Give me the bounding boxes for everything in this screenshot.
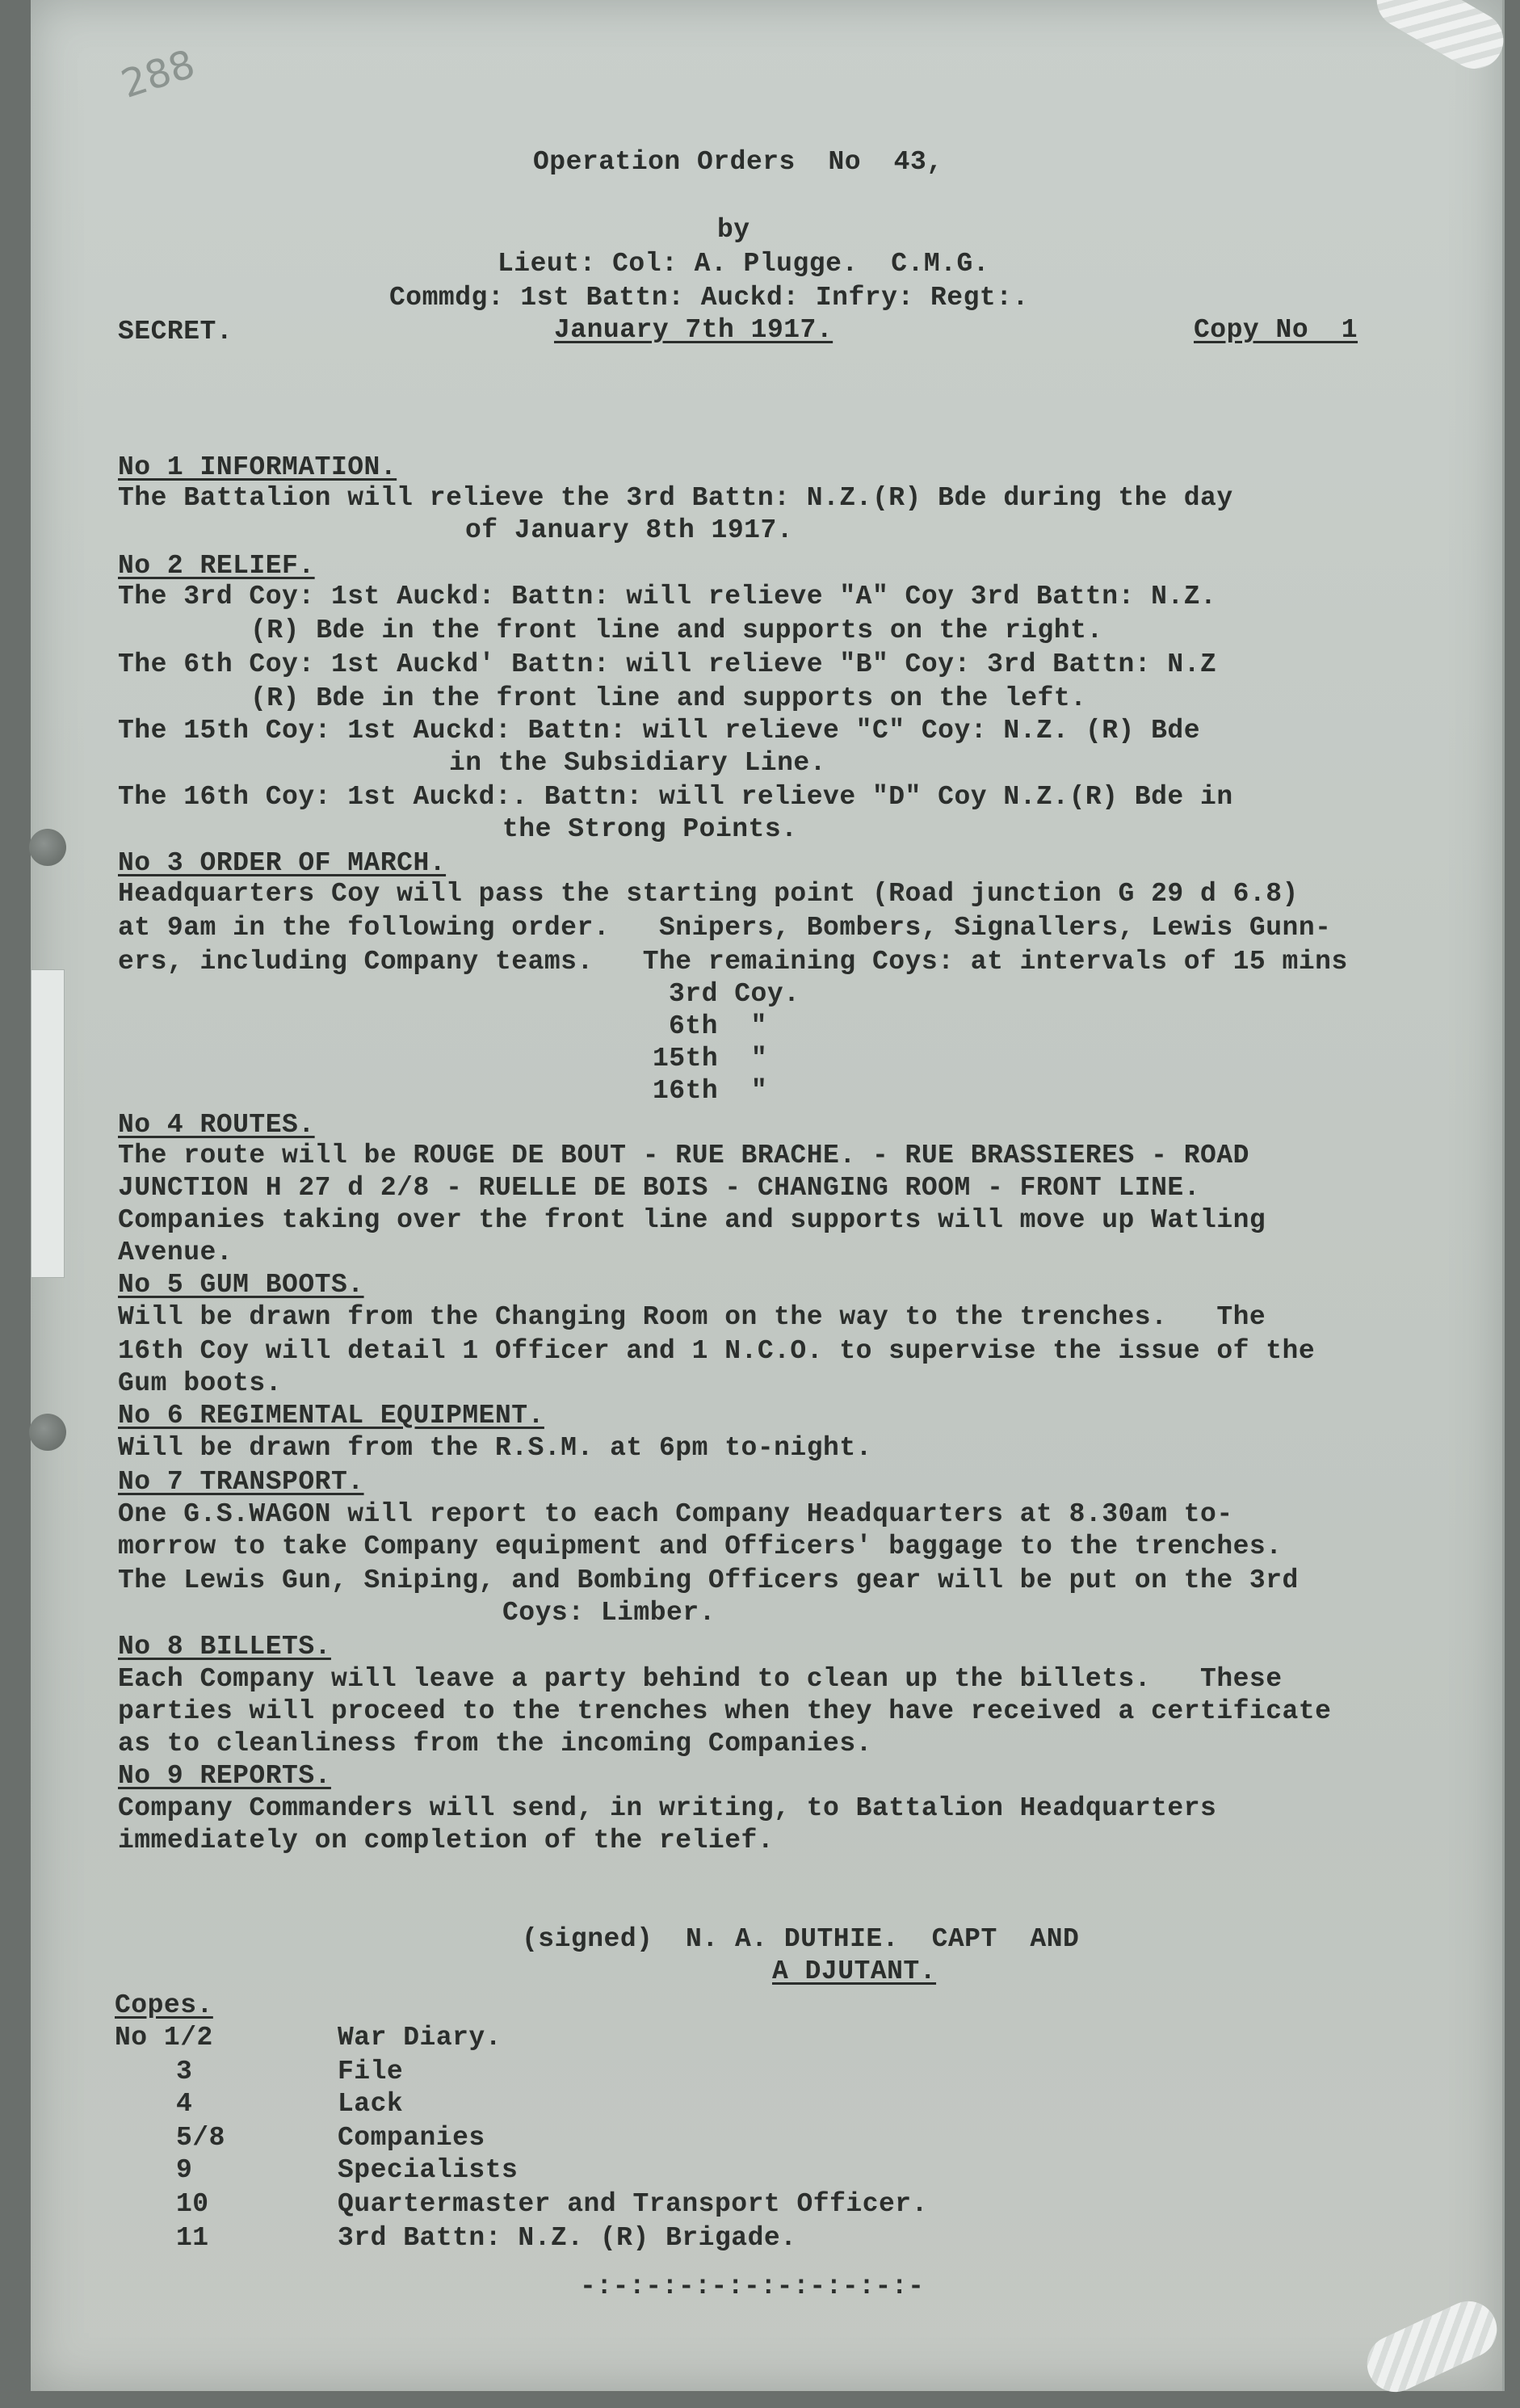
text-line: Gum boots. <box>118 1368 283 1398</box>
copy-number: No 1/2 <box>115 2023 213 2053</box>
text-line: Avenue. <box>118 1238 233 1267</box>
text-line: The 6th Coy: 1st Auckd' Battn: will relieve "B" Coy: 3rd Battn: N.Z <box>118 649 1217 679</box>
footer-rule: -:-:-:-:-:-:-:-:-:-:- <box>580 2271 925 2301</box>
copy-recipient: 3rd Battn: N.Z. (R) Brigade. <box>338 2223 797 2253</box>
text-line: One G.S.WAGON will report to each Company Headquarters at 8.30am to- <box>118 1499 1233 1529</box>
text-line: Each Company will leave a party behind to clean up the billets. These <box>118 1664 1283 1694</box>
order-title: Operation Orders No 43, <box>533 147 943 177</box>
company-order: 3rd Coy. <box>669 979 800 1009</box>
order-date: January 7th 1917. <box>554 315 833 345</box>
copy-number: Copy No 1 <box>1194 315 1358 345</box>
text-line: 16th Coy will detail 1 Officer and 1 N.C.O. to supervise the issue of the <box>118 1336 1316 1366</box>
copy-recipient: Lack <box>338 2089 404 2119</box>
page-number: 288 <box>115 41 201 107</box>
text-line: of January 8th 1917. <box>465 515 794 545</box>
section-heading: No 2 RELIEF. <box>118 551 315 581</box>
section-heading: No 4 ROUTES. <box>118 1110 315 1140</box>
punch-hole <box>29 1414 66 1451</box>
copy-recipient: File <box>338 2057 404 2087</box>
copy-number: 11 <box>176 2223 209 2253</box>
text-line: Headquarters Coy will pass the starting point (Road junction G 29 d 6.8) <box>118 879 1299 909</box>
company-order: 6th " <box>669 1011 767 1041</box>
text-line: Will be drawn from the Changing Room on the way to the trenches. The <box>118 1302 1266 1332</box>
text-line: The Lewis Gun, Sniping, and Bombing Officers gear will be put on the 3rd <box>118 1565 1299 1595</box>
signature-title: A DJUTANT. <box>772 1956 937 1986</box>
signature-line: (signed) N. A. DUTHIE. CAPT AND <box>522 1924 1080 1954</box>
by-line: by <box>717 215 750 245</box>
company-order: 16th " <box>653 1076 768 1106</box>
text-line: at 9am in the following order. Snipers, Bombers, Signallers, Lewis Gunn- <box>118 913 1332 943</box>
text-line: in the Subsidiary Line. <box>449 748 826 778</box>
text-line: (R) Bde in the front line and supports on the left. <box>250 683 1087 713</box>
copy-number: 4 <box>176 2089 193 2119</box>
copy-recipient: War Diary. <box>338 2023 502 2053</box>
text-line: Companies taking over the front line and supports will move up Watling <box>118 1205 1266 1235</box>
text-line: the Strong Points. <box>502 814 798 844</box>
copy-recipient: Specialists <box>338 2155 519 2185</box>
copies-heading: Copes. <box>115 1990 213 2020</box>
document-page <box>31 0 1505 2391</box>
classification: SECRET. <box>118 317 233 347</box>
section-heading: No 6 REGIMENTAL EQUIPMENT. <box>118 1401 544 1431</box>
text-line: The Battalion will relieve the 3rd Battn: N.Z.(R) Bde during the day <box>118 483 1233 513</box>
punch-hole <box>29 829 66 866</box>
copy-number: 5/8 <box>176 2123 225 2153</box>
text-line: The route will be ROUGE DE BOUT - RUE BRACHE. - RUE BRASSIERES - ROAD <box>118 1141 1249 1170</box>
section-heading: No 5 GUM BOOTS. <box>118 1270 364 1300</box>
section-heading: No 7 TRANSPORT. <box>118 1467 364 1497</box>
index-tab <box>31 969 65 1278</box>
copy-recipient: Companies <box>338 2123 485 2153</box>
text-line: JUNCTION H 27 d 2/8 - RUELLE DE BOIS - CHANGING ROOM - FRONT LINE. <box>118 1173 1201 1203</box>
text-line: The 3rd Coy: 1st Auckd: Battn: will relieve "A" Coy 3rd Battn: N.Z. <box>118 582 1217 611</box>
text-line: The 15th Coy: 1st Auckd: Battn: will relieve "C" Coy: N.Z. (R) Bde <box>118 716 1201 746</box>
company-order: 15th " <box>653 1044 768 1074</box>
binding-cord <box>1367 0 1514 79</box>
section-heading: No 9 REPORTS. <box>118 1761 331 1791</box>
text-line: Coys: Limber. <box>502 1598 716 1628</box>
section-heading: No 1 INFORMATION. <box>118 452 397 482</box>
text-line: Company Commanders will send, in writing, to Battalion Headquarters <box>118 1793 1217 1823</box>
copy-number: 10 <box>176 2189 209 2219</box>
text-line: ers, including Company teams. The remaining Coys: at intervals of 15 mins <box>118 947 1348 977</box>
section-heading: No 3 ORDER OF MARCH. <box>118 848 447 878</box>
copy-number: 3 <box>176 2057 193 2087</box>
text-line: morrow to take Company equipment and Officers' baggage to the trenches. <box>118 1532 1283 1561</box>
text-line: Will be drawn from the R.S.M. at 6pm to-night. <box>118 1433 872 1463</box>
text-line: as to cleanliness from the incoming Companies. <box>118 1729 872 1759</box>
section-heading: No 8 BILLETS. <box>118 1632 331 1662</box>
text-line: parties will proceed to the trenches when they have received a certificate <box>118 1696 1332 1726</box>
copy-number: 9 <box>176 2155 193 2185</box>
text-line: (R) Bde in the front line and supports on the right. <box>250 616 1103 645</box>
text-line: immediately on completion of the relief. <box>118 1826 775 1855</box>
author-line: Lieut: Col: A. Plugge. C.M.G. <box>498 249 990 279</box>
copy-recipient: Quartermaster and Transport Officer. <box>338 2189 928 2219</box>
unit-line: Commdg: 1st Battn: Auckd: Infry: Regt:. <box>389 283 1029 313</box>
binding-cord <box>1358 2292 1506 2401</box>
text-line: The 16th Coy: 1st Auckd:. Battn: will relieve "D" Coy N.Z.(R) Bde in <box>118 782 1233 812</box>
